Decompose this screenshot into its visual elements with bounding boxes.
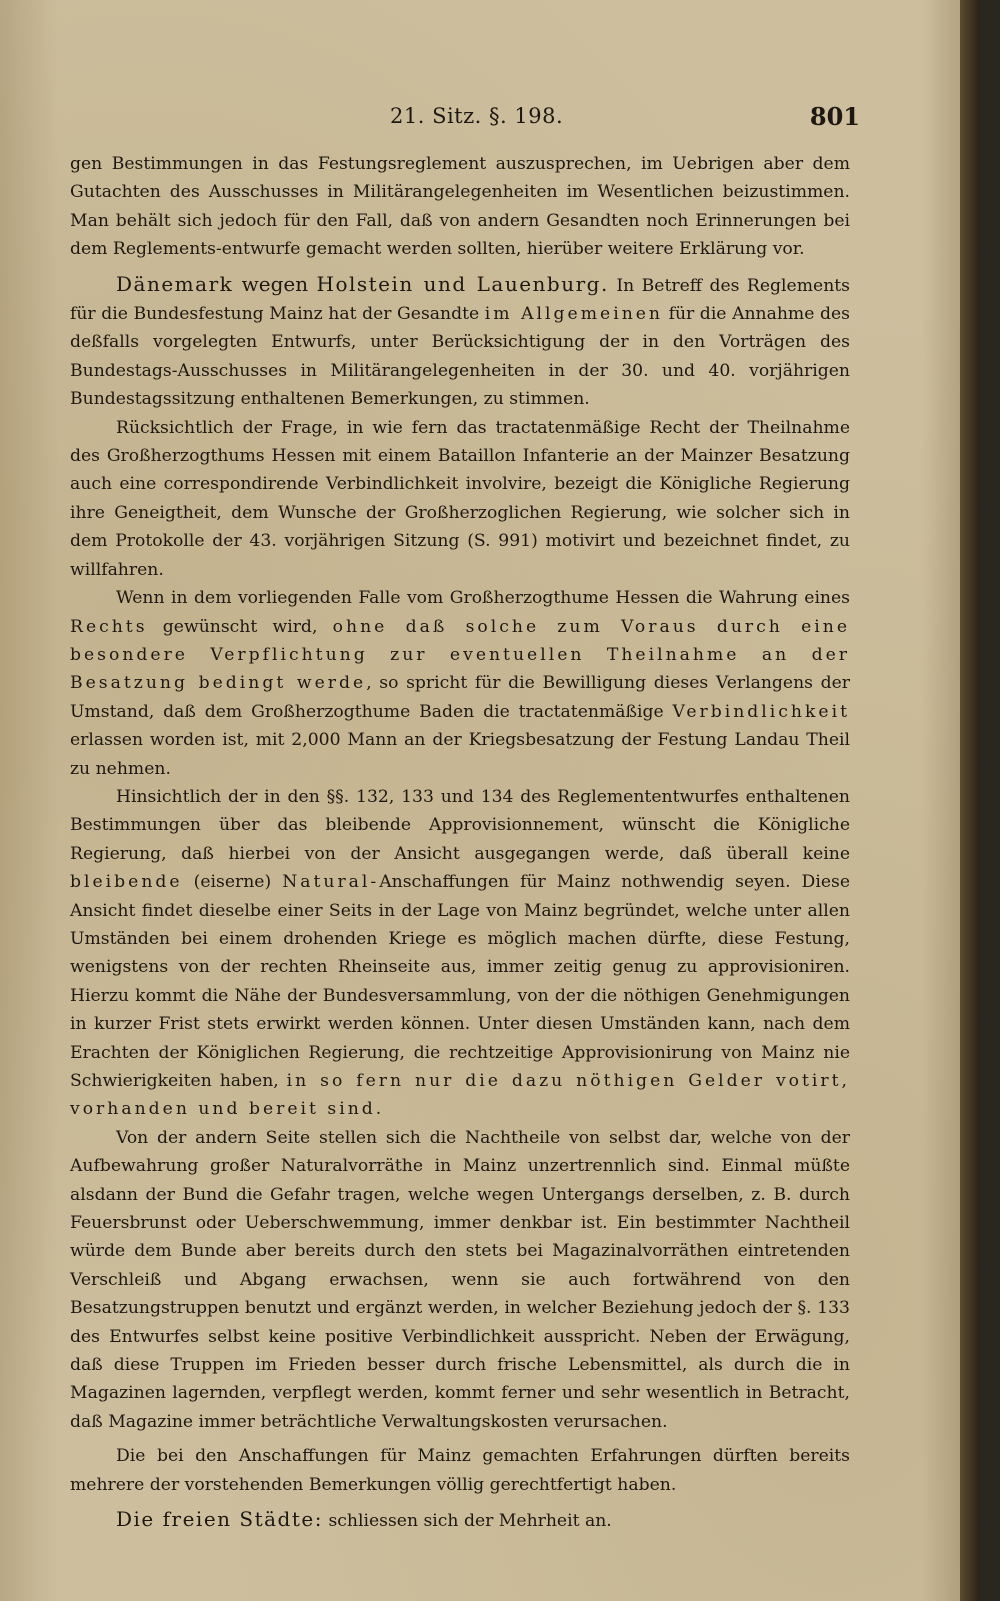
speaker-wegen: wegen [233,271,317,296]
paragraph-8-text: schliessen sich der Mehrheit an. [322,1511,612,1532]
paragraph-5-text-d: . [375,1099,382,1120]
emphasis-rechts: Rechts [70,616,148,637]
paragraph-5-text-c: Anschaffungen für Mainz nothwendig seyen. Diese Ansicht findet dieselbe einer Seits in der Lage von Mainz begründet, welche unter allen Umständen bei einem drohenden Kriege es möglich machen dürfte, diese Festung, wenigstens von der rechten Rheinseite aus, immer zeitig genug zu approvisioniren. Hierzu kommt die Nähe der Bundesversammlung, von der die nöthigen Genehmigungen in kurzer Frist stets erwirkt werden können. Unter diesen Umständen kann, nach dem Erachten der Königlichen Regierung, die rechtzeitige Approvisionirung von Mainz nie Schwierigkeiten haben, [70,872,850,1091]
running-title: 21. Sitz. §. 198. [390,104,564,128]
page-number: 801 [809,102,860,131]
paragraph-6: Von der andern Seite stellen sich die Nachtheile von selbst dar, welche von der Aufbewahrung großer Naturalvorräthe in Mainz unzertrennlich sind. Einmal müßte alsdann der Bund die Gefahr tragen, welche wegen Untergangs derselben, z. B. durch Feuersbrunst oder Ueberschwemmung, immer denkbar ist. Ein bestimmter Nachtheil würde dem Bunde aber bereits durch den stets bei Magazinalvorräthen eintretenden Verschleiß und Abgang erwachsen, wenn sie auch fortwährend von den Besatzungstruppen benutzt und ergänzt werden, in welcher Beziehung jedoch der §. 133 des Entwurfes selbst keine positive Verbindlichkeit ausspricht. Neben der Erwägung, daß diese Truppen im Frieden besser durch frische Lebensmittel, als durch die in Magazinen lagernden, verpflegt werden, kommt ferner und sehr wesentlich in Betracht, daß Magazine immer beträchtliche Verwaltungskosten verursachen. [70,1127,850,1432]
page-header [70,104,860,138]
paragraph-7: Die bei den Anschaffungen für Mainz gemachten Erfahrungen dürften bereits mehrere der vorstehenden Bemerkungen völlig gerechtfertigt haben. [70,1446,850,1495]
speaker-free-cities: Die freien Städte: [116,1507,323,1532]
paragraph-2-text-b: für die Annahme des deßfalls vorgelegten Entwurfs, unter Berücksichtigung der in den Vorträgen des Bundestags-Ausschusses in Militärangelegenheiten in der 30. und 40. vorjährigen Bundestagssitzung enthaltenen Bemerkungen, zu stimmen. [70,304,850,410]
paragraph-5-text-b: (eiserne) [182,872,283,893]
paragraph-1: gen Bestimmungen in das Festungsreglement auszusprechen, im Uebrigen aber dem Gutachten des Ausschusses in Militärangelegenheiten im Wesentlichen beizustimmen. Man behält sich jedoch für den Fall, daß von andern Gesandten noch Erinnerungen bei dem Reglements-entwurfe gemacht werden sollten, hierüber weitere Erklärung vor. [70,154,850,260]
paragraph-2 [70,270,850,414]
paragraph-4-text-b: gewünscht wird, [147,616,333,637]
page-body [70,150,850,1536]
paragraph-2-text-a: In Betreff des Reglements für die Bundesfestung Mainz hat der Gesandte [70,275,850,325]
emphasis-bleibende: bleibende [70,872,183,893]
speaker-denmark: Dänemark [116,271,234,296]
speaker-territory: Holstein und Lauenburg. [316,271,609,296]
paragraph-4 [70,584,850,783]
page-edge [960,0,980,1601]
paragraph-5-text-a: Hinsichtlich der in den §§. 132, 133 und 134 des Reglemententwurfes enthaltenen Bestimmungen über das bleibende Approvisionnement, wünscht die Königliche Regierung, daß hierbei von der Ansicht ausgegangen werde, daß überall keine [70,786,850,864]
emphasis-in-so-fern: in so fern nur die dazu nöthigen Gelder votirt, vorhanden und bereit sind [70,1071,850,1120]
paragraph-4-text-c: , so spricht für die Bewilligung dieses Verlangens der Umstand, daß dem Großherzogthume Baden die tractatenmäßige [70,673,850,722]
paragraph-8 [70,1505,850,1535]
emphasis-ohne-dass: ohne daß solche zum Voraus durch eine besondere Verpflichtung zur eventuellen Theilnahme an der Besatzung bedingt werde [70,616,850,694]
emphasis-allgemeinen: im Allgemeinen [484,304,663,325]
paragraph-3: Rücksichtlich der Frage, in wie fern das tractatenmäßige Recht der Theilnahme des Großherzogthums Hessen mit einem Bataillon Infanterie an der Mainzer Besatzung auch eine correspondirende Verbindlichkeit involvire, bezeigt die Königliche Regierung ihre Geneigtheit, dem Wunsche der Großherzoglichen Regierung, wie solcher sich in dem Protokolle der 43. vorjährigen Sitzung (S. 991) motivirt und bezeichnet findet, zu willfahren. [70,417,850,580]
emphasis-verbindlichkeit: Verbindlichkeit [672,701,850,722]
paragraph-5 [70,783,850,1124]
paragraph-4-text-a: Wenn in dem vorliegenden Falle vom Großherzogthume Hessen die Wahrung eines [116,588,850,609]
emphasis-natural: Natural- [282,872,380,893]
paragraph-4-text-d: erlassen worden ist, mit 2,000 Mann an der Kriegsbesatzung der Festung Landau Theil zu nehmen. [70,730,850,779]
